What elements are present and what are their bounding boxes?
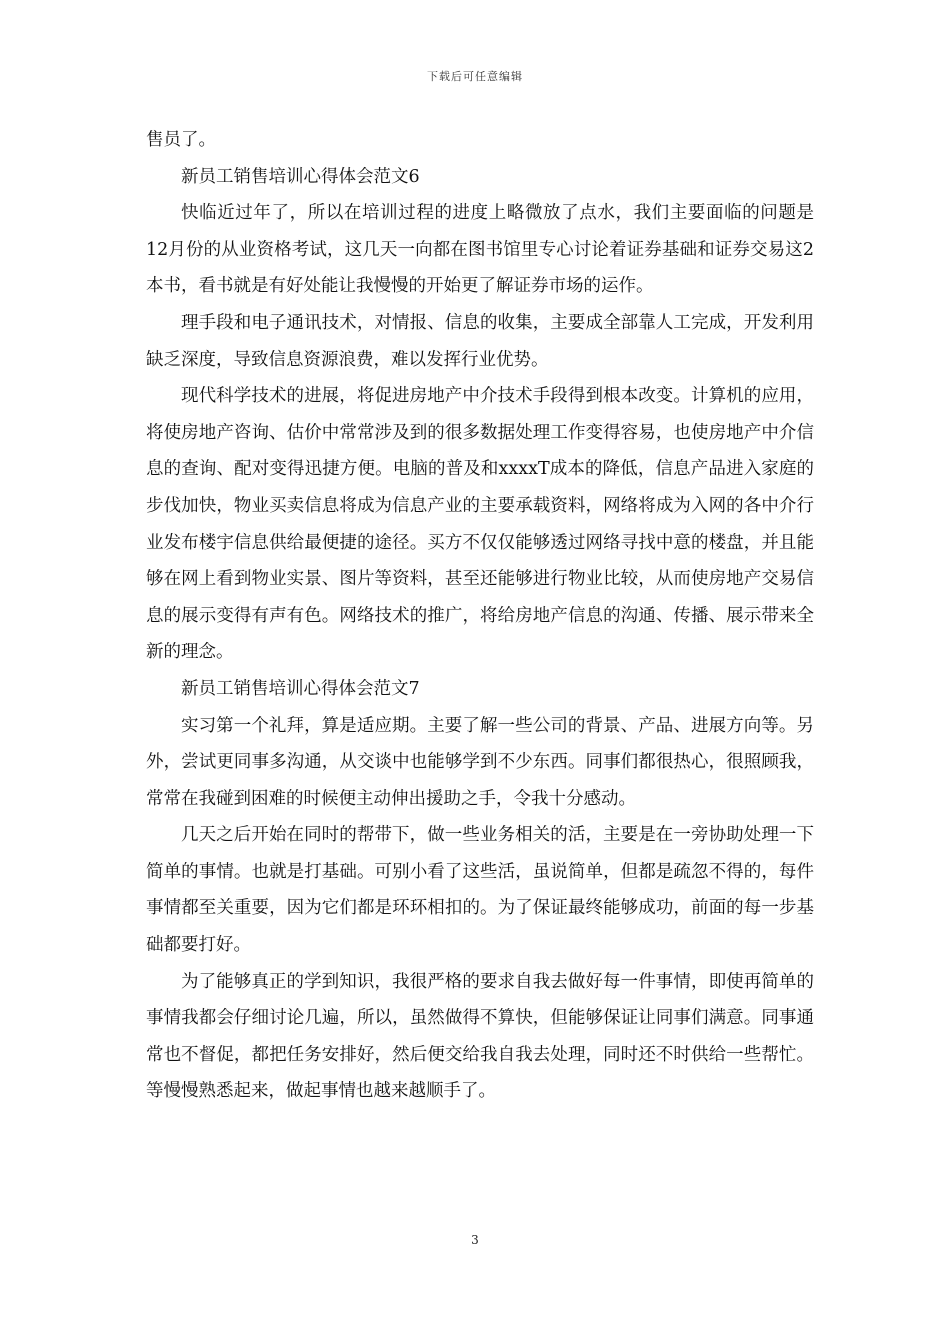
paragraph: 现代科学技术的进展，将促进房地产中介技术手段得到根本改变。计算机的应用，将使房地产咨询、估价中常常涉及到的很多数据处理工作变得容易，也使房地产中介信息的查询、配对变得迅捷方便。电脑的普及和xxxxT成本的降低，信息产品进入家庭的步伐加快，物业买卖信息将成为信息产业的主要承载资料，网络将成为入网的各中介行业发布楼宇信息供给最便捷的途径。买方不仅仅能够透过网络寻找中意的楼盘，并且能够在网上看到物业实景、图片等资料，甚至还能够进行物业比较，从而使房地产交易信息的展示变得有声有色。网络技术的推广，将给房地产信息的沟通、传播、展示带来全新的理念。: [146, 386, 814, 663]
paragraph: 售员了。: [146, 130, 216, 150]
document-body: [146, 122, 814, 1110]
paragraph: 为了能够真正的学到知识，我很严格的要求自我去做好每一件事情，即使再简单的事情我都会仔细讨论几遍，所以，虽然做得不算快，但能够保证让同事们满意。同事通常也不督促，都把任务安排好，然后便交给我自我去处理，同时还不时供给一些帮忙。等慢慢熟悉起来，做起事情也越来越顺手了。: [146, 971, 814, 1102]
page-number: 3: [471, 1233, 479, 1247]
paragraph: 几天之后开始在同时的帮带下，做一些业务相关的活，主要是在一旁协助处理一下简单的事情。也就是打基础。可别小看了这些活，虽说简单，但都是疏忽不得的，每件事情都至关重要，因为它们都是环环相扣的。为了保证最终能够成功，前面的每一步基础都要打好。: [146, 825, 814, 956]
section-heading: 新员工销售培训心得体会范文7: [181, 678, 420, 699]
paragraph: 实习第一个礼拜，算是适应期。主要了解一些公司的背景、产品、进展方向等。另外，尝试更同事多沟通，从交谈中也能够学到不少东西。同事们都很热心，很照顾我，常常在我碰到困难的时候便主动伸出援助之手，令我十分感动。: [146, 715, 814, 809]
paragraph: 快临近过年了，所以在培训过程的进度上略微放了点水，我们主要面临的问题是12月份的从业资格考试，这几天一向都在图书馆里专心讨论着证券基础和证券交易这2本书，看书就是有好处能让我慢慢的开始更了解证券市场的运作。: [146, 203, 814, 297]
section-heading: 新员工销售培训心得体会范文6: [181, 166, 420, 187]
paragraph: 理手段和电子通讯技术，对情报、信息的收集，主要成全部靠人工完成，开发利用缺乏深度，导致信息资源浪费，难以发挥行业优势。: [146, 312, 814, 370]
page-header: 下载后可任意编辑: [427, 70, 523, 83]
